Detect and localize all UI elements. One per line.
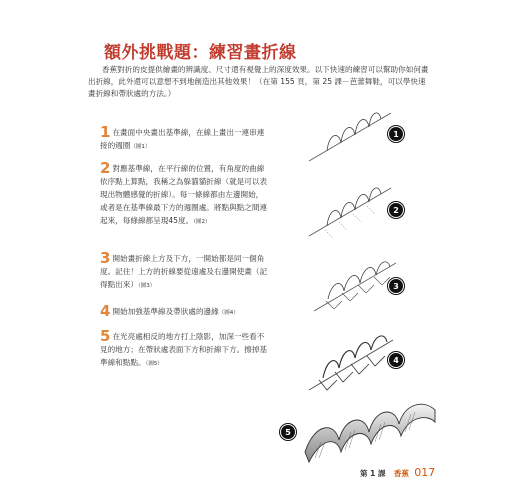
figure-1-sketch <box>305 105 395 165</box>
step-4 <box>100 302 270 320</box>
step-3-ref: （圖3） <box>137 283 156 289</box>
step-2-number: 2 <box>100 159 111 177</box>
step-4-number: 4 <box>100 302 111 320</box>
step-3 <box>100 249 270 293</box>
step-2 <box>100 159 270 229</box>
step-5-ref: （圖5） <box>145 361 163 367</box>
figure-2-badge: 2 <box>388 202 404 218</box>
figure-5-sketch <box>295 392 445 464</box>
page-footer <box>360 466 435 479</box>
figure-1-badge: 1 <box>388 126 404 142</box>
page-title: 額外挑戰題：練習畫折線 <box>104 43 297 63</box>
step-3-text: 開始畫折線上方及下方，一開始都是同一個角度。記住！上方的折線要從遠處及右邊開使畫（記得點出來） <box>100 254 268 289</box>
step-4-text: 開始加強基準線及帶狀處的邊緣 <box>112 307 219 316</box>
step-5-text: 在光亮處相反的地方打上陰影，加深一些看不見的地方；在帶狀處表面下方和折線下方。擦掉基準線和點點。 <box>100 332 268 367</box>
step-1-number: 1 <box>100 123 111 141</box>
figure-5-badge: 5 <box>280 424 296 440</box>
step-5 <box>100 327 270 371</box>
footer-section: 香蕉 <box>393 469 409 478</box>
step-4-ref: （圖4） <box>218 310 239 316</box>
step-5-number: 5 <box>100 327 111 345</box>
figure-4-sketch <box>305 330 400 395</box>
page-number: 017 <box>414 466 436 479</box>
figure-4-badge: 4 <box>388 352 404 368</box>
step-2-text: 對應基準線，在平行線的位置，有角度的曲線依序點上算點，我稱之為躲貓貓折線（就是可以表現出物體感覺的折線）。每一條線都由左邊開始，或者是在基準線最下方的週圈處。將點與點之間連起來，每條線都呈現45度。 <box>100 164 268 225</box>
step-3-number: 3 <box>100 249 111 267</box>
step-1-ref: （圖1） <box>130 144 151 150</box>
figure-3-sketch <box>310 255 400 315</box>
figure-2-sketch <box>305 180 395 240</box>
figure-3-badge: 3 <box>388 278 404 294</box>
step-1-text: 在畫面中央畫出基準線，在線上畫出一連串連接的週圈 <box>100 128 265 150</box>
footer-chapter: 第 1 課 <box>360 469 386 478</box>
intro-paragraph: 香蕉對折的皮提供繪畫的辨識度、尺寸還有視覺上的深度效果。以下快速的練習可以幫助你如何畫出折線，此外還可以意想不到地創造出其他效果！（在第 155 頁，第 25 課－芭蕾舞鞋，可以學快速畫折線和帶狀處的方法。） <box>88 65 429 98</box>
step-2-ref: （圖2） <box>193 219 211 225</box>
step-1 <box>100 123 270 154</box>
